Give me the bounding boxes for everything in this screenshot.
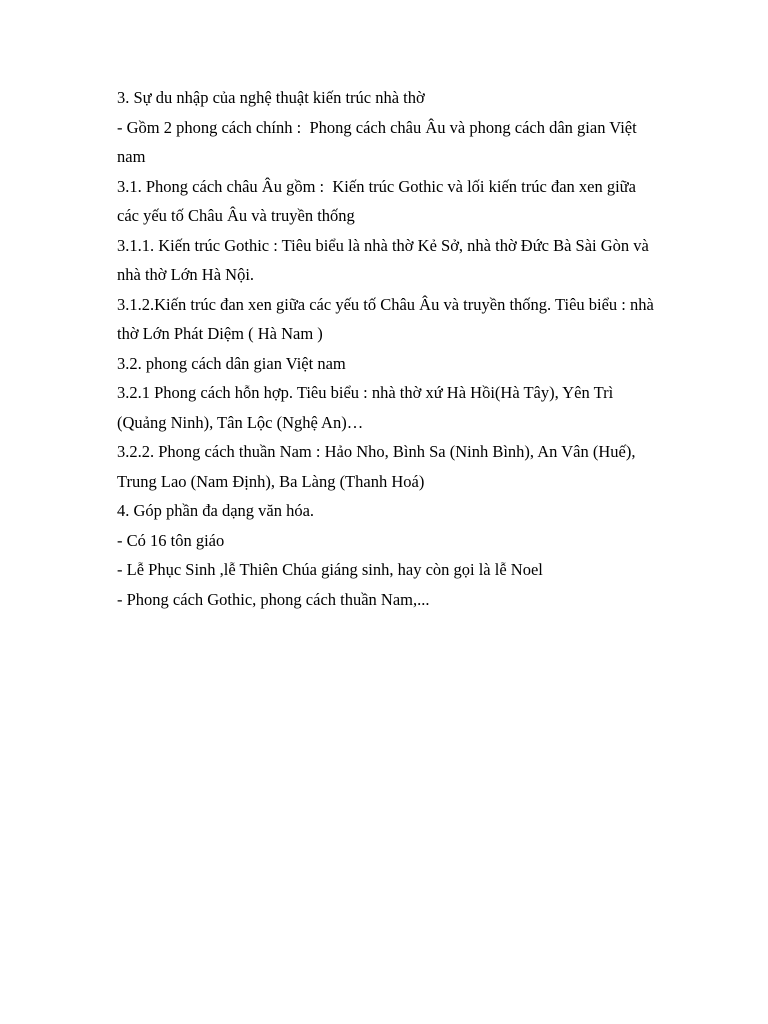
paragraph-mixed-architecture: 3.1.2.Kiến trúc đan xen giữa các yếu tố Châu Âu và truyền thống. Tiêu biểu : nhà thờ Lớn Phát Diệm ( Hà Nam ) [117, 294, 658, 343]
paragraph-hybrid-style: 3.2.1 Phong cách hỗn hợp. Tiêu biểu : nhà thờ xứ Hà Hồi(Hà Tây), Yên Trì (Quảng Ninh), Tân Lộc (Nghệ An)… [117, 383, 618, 432]
paragraph-gothic: 3.1.1. Kiến trúc Gothic : Tiêu biểu là nhà thờ Kẻ Sở, nhà thờ Đức Bà Sài Gòn và nhà thờ Lớn Hà Nội. [117, 235, 658, 284]
heading-section-3-2: 3.2. phong cách dân gian Việt nam [117, 353, 346, 373]
heading-section-3: 3. Sự du nhập của nghệ thuật kiến trúc nhà thờ [117, 88, 425, 107]
list-item-religions: - Có 16 tôn giáo [117, 530, 225, 550]
heading-section-4: 4. Góp phần đa dạng văn hóa. [117, 501, 315, 520]
list-item-styles: - Phong cách Gothic, phong cách thuần Nam,... [117, 589, 430, 609]
paragraph-two-styles: - Gồm 2 phong cách chính : Phong cách châu Âu và phong cách dân gian Việt nam [117, 117, 641, 166]
heading-section-3-1: 3.1. Phong cách châu Âu gồm : Kiến trúc Gothic và lối kiến trúc đan xen giữa các yếu tố Châu Âu và truyền thống [117, 176, 641, 225]
list-item-holidays: - Lễ Phục Sinh ,lễ Thiên Chúa giáng sinh, hay còn gọi là lễ Noel [117, 560, 543, 579]
paragraph-pure-vietnamese-style: 3.2.2. Phong cách thuần Nam : Hảo Nho, Bình Sa (Ninh Bình), An Vân (Huế), Trung Lao (Nam Định), Ba Làng (Thanh Hoá) [117, 442, 640, 491]
document-page [117, 83, 662, 614]
